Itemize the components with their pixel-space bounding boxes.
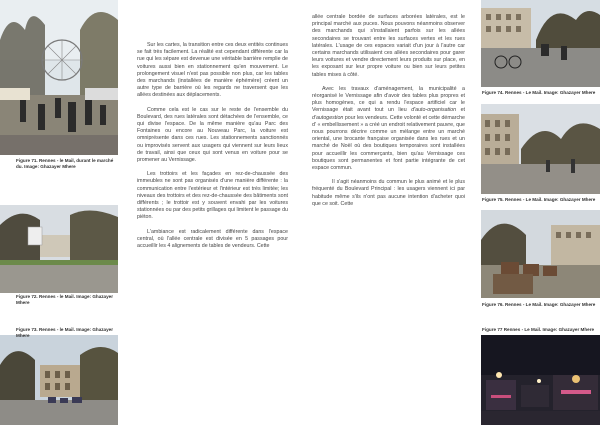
paragraph-part: et bbox=[456, 107, 466, 114]
photo-right-1 bbox=[481, 0, 600, 87]
photo-right-night bbox=[481, 335, 600, 425]
caption-fig73: Figure 73. Rennes - le Mail. Image: Ghazayer Mhere bbox=[16, 327, 114, 338]
paragraph-part: Avec les travaux d'aménagement, la municipalité a réorganisé le Vernissage afin d'avoir des tables plus propres et plus homogènes, ce qui a rendu l'espace artificiel car le Vernissage était avant tout un lieu bbox=[312, 85, 465, 114]
paragraph bbox=[312, 86, 465, 172]
emphasis-autogestion: d'autogestion bbox=[312, 114, 344, 121]
photo-right-2 bbox=[481, 104, 600, 194]
photo-market-mail bbox=[0, 0, 118, 155]
paragraph: Les trottoirs et les façades en rez-de-chaussée des immeubles ne sont pas organisés d'une manière différente : la communication entre l'extérieur et l'intérieur est très limitée; les niveaux des trottoirs et des rez-de-chaussée des bâtiments sont différents ; le trottoir est y souvent envahi par les voitures stationnées ou par des petits grillages qui limitent le passage du piéton. bbox=[137, 171, 288, 221]
caption-fig77: Figure 77 Rennes - Le Mail. Image: Ghazayer Mhere bbox=[482, 327, 595, 332]
caption-fig76: Figure 76. Rennes - Le Mail. Image: Ghazayer Mhere bbox=[482, 302, 596, 307]
paragraph: Sur les cartes, la transition entre ces deux entités continues se fait très facilement. La réalité est cependant différente car la rue qui les sépare est devenue une véritable barrière remplie de voitures aussi bien en stationnement qu'en mouvement. Le prolongement visuel n'est pas possible non plus, car les tables des marchands (installées de manière éphémère) créent un autre type de barrière où les regards ne traversent que les allées destinées aux déplacements. bbox=[137, 42, 288, 99]
paragraph: L'ambiance est radicalement différente dans l'espace central, où l'allée centrale est divisée en 5 passages pour accueillir les 4 alignements de tables de vendeurs. Cette bbox=[137, 228, 288, 250]
caption-fig72: Figure 72. Rennes - le Mail. Image: Ghazayer Mhere bbox=[16, 294, 114, 305]
paragraph: Comme cela est le cas sur le reste de l'ensemble du Boulevard, des rues latérales sont détachées de l'ensemble, ce qui divise l'espace. De la même manière qu'au Parc des Fontaines ou encore au Nouveau Parc, la voiture est omniprésente dans ces rues. Les stationnements sanctionnés ou improvisés servent aux usagers qui viennent sur leurs lieux de travail, ainsi que ceux qui sont venus en voiture pour se promener au Vernissage. bbox=[137, 106, 288, 164]
paragraph: Il s'agit néanmoins du commun le plus animé et le plus fréquenté du Boulevard Principal : les usagers viennent ici par habitude même s'ils n'ont pas aucune intention d'acheter quoi que ce soit. Cette bbox=[312, 179, 465, 207]
text-column-1 bbox=[137, 42, 288, 257]
emphasis-autoorganisation: d'auto-organisation bbox=[411, 107, 457, 114]
photo-right-3 bbox=[481, 210, 600, 298]
caption-fig74: Figure 74. Rennes - Le Mail. Image: Ghazayer Mhere bbox=[482, 90, 596, 95]
caption-fig75: Figure 75. Rennes - Le Mail. Image: Ghazayer Mhere bbox=[482, 197, 596, 202]
caption-fig71: Figure 71. Rennes - le Mail, durant le marché du. Image: Ghazayer Mhere bbox=[16, 158, 114, 169]
text-column-2 bbox=[312, 14, 465, 215]
paragraph-part: pour les vendeurs. Cette volonté et cette démarche d' « embellissement » a créé un endroit relativement pauvre, que nous pourrons décrire comme un mélange entre un marché oriental, une brocante française organisée dans les rues et un marché de Noël où des boutiques temporaires sont installées pour accueillir les commerçants, bien qu'au Vernissage ces boutiques sont permanentes et font partie intégrante de cet espace commun. bbox=[312, 114, 465, 172]
photo-mail-square bbox=[0, 205, 118, 293]
photo-mail-street bbox=[0, 335, 118, 425]
paragraph: allée centrale bordée de surfaces arborées latérales, est le principal marché aux puces. Nous pouvons néanmoins observer des marchands qui s'installaient parfois sur les allées secondaires se trouvant entre les surfaces vertes et les rues latérales. L'usage de ces espaces variait d'un jour à l'autre car certains marchands utilisaient ces allées secondaires pour garer leurs voitures et vendre directement leurs produits sur place, en les exposant sur leur propre voiture ou bien sur leurs petites tables mises à côté. bbox=[312, 14, 465, 78]
